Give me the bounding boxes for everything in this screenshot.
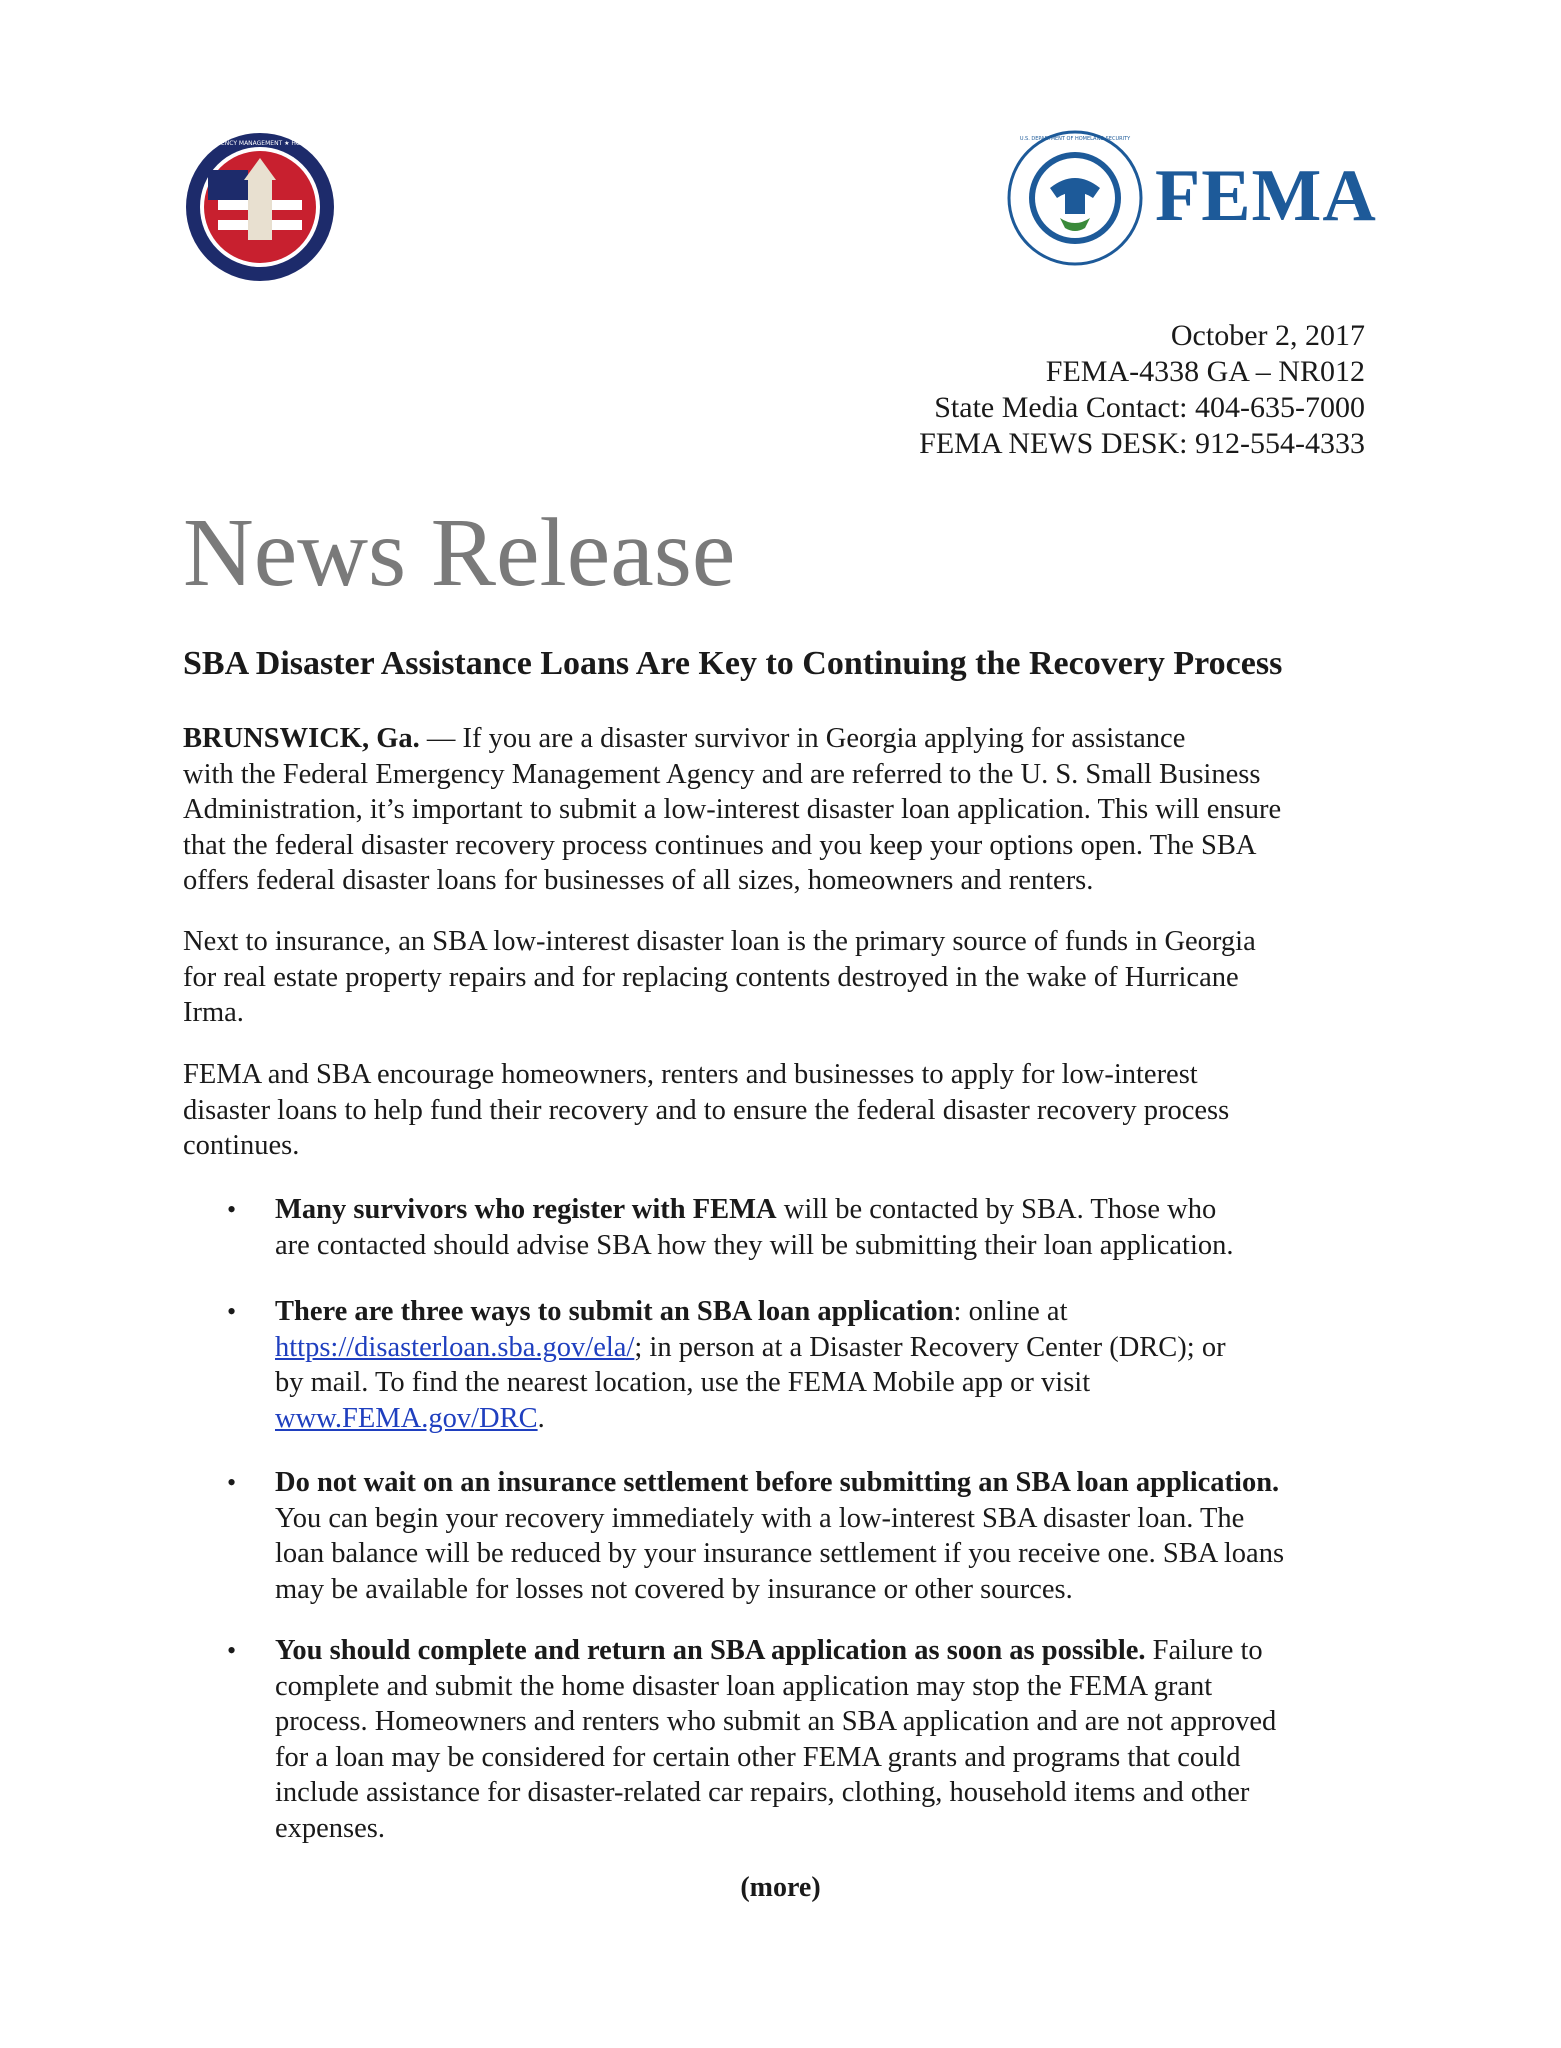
bullet-text: expenses. xyxy=(275,1812,386,1844)
p2-line: Irma. xyxy=(183,997,244,1028)
bullet-text: by mail. To find the nearest location, use the FEMA Mobile app or visit xyxy=(275,1367,1091,1398)
bullet-text: may be available for losses not covered by insurance or other sources. xyxy=(275,1573,1073,1605)
p1-line: with the Federal Emergency Management Agency and are referred to the U. S. Small Business xyxy=(183,758,1261,790)
bullet-text: will be contacted by SBA. Those who xyxy=(776,1194,1217,1225)
fema-wordmark: FEMA xyxy=(1155,155,1377,237)
bullet-marker: • xyxy=(227,1468,237,1497)
bullet-text: loan balance will be reduced by your insurance settlement if you receive one. SBA loans xyxy=(275,1538,1285,1569)
paragraph-insurance xyxy=(183,924,1373,1031)
state-media-contact: State Media Contact: 404-635-7000 xyxy=(934,391,1365,424)
bullet-marker: • xyxy=(227,1636,237,1665)
bullet-bold: There are three ways to submit an SBA loan application xyxy=(275,1296,954,1327)
headline: SBA Disaster Assistance Loans Are Key to Continuing the Recovery Process xyxy=(183,645,1283,682)
p1-line: Administration, it’s important to submit a low-interest disaster loan application. This will ensure xyxy=(183,794,1282,825)
bullet-text: for a loan may be considered for certain other FEMA grants and programs that could xyxy=(275,1741,1241,1773)
fema-drc-link[interactable]: www.FEMA.gov/DRC xyxy=(275,1402,538,1434)
bullet-marker: • xyxy=(227,1195,237,1224)
p1-line: — If you are a disaster survivor in Georgia applying for assistance xyxy=(419,723,1186,754)
p1-line: offers federal disaster loans for businesses of all sizes, homeowners and renters. xyxy=(183,865,1094,896)
dhs-seal-text: U.S. DEPARTMENT OF HOMELAND SECURITY xyxy=(1019,136,1131,142)
bullet-text: Failure to xyxy=(1145,1635,1263,1666)
paragraph-encourage xyxy=(183,1057,1373,1164)
dhs-seal-icon xyxy=(1005,128,1145,268)
paragraph-intro xyxy=(183,721,1373,899)
bullet-bold: You should complete and return an SBA application as soon as possible. xyxy=(275,1635,1146,1666)
bullet-bold: Many survivors who register with FEMA xyxy=(275,1194,777,1225)
bullet-text: You can begin your recovery immediately with a low-interest SBA disaster loan. The xyxy=(275,1502,1245,1534)
fema-logo xyxy=(1005,128,1375,268)
dateline: BRUNSWICK, Ga. xyxy=(183,723,420,754)
bullet-text: complete and submit the home disaster loan application may stop the FEMA grant xyxy=(275,1670,1213,1702)
georgia-ema-seal xyxy=(162,130,358,285)
bullet-marker: • xyxy=(227,1297,237,1326)
p2-line: Next to insurance, an SBA low-interest disaster loan is the primary source of funds in Georgia xyxy=(183,926,1256,957)
release-id: FEMA-4338 GA – NR012 xyxy=(1045,355,1365,388)
p2-line: for real estate property repairs and for replacing contents destroyed in the wake of Hurricane xyxy=(183,961,1239,993)
fema-news-desk: FEMA NEWS DESK: 912-554-4333 xyxy=(919,427,1365,460)
bullet-text: ; in person at a Disaster Recovery Center (DRC); or xyxy=(634,1331,1226,1363)
georgia-seal-text: GEORGIA ★ EMERGENCY MANAGEMENT ★ HOMELAND SECURITY xyxy=(162,140,358,147)
more-indicator: (more) xyxy=(740,1872,821,1903)
p1-line: that the federal disaster recovery process continues and you keep your options open. The SBA xyxy=(183,829,1257,861)
p3-line: disaster loans to help fund their recovery and to ensure the federal disaster recovery process xyxy=(183,1094,1230,1126)
bullet-text: : online at xyxy=(953,1296,1068,1327)
contact-block xyxy=(919,318,1365,462)
bullet-bold: Do not wait on an insurance settlement before submitting an SBA loan application. xyxy=(275,1467,1280,1498)
page-title: News Release xyxy=(183,499,736,607)
p3-line: continues. xyxy=(183,1130,300,1161)
bullet-text: process. Homeowners and renters who submit an SBA application and are not approved xyxy=(275,1706,1277,1737)
sba-application-link[interactable]: https://disasterloan.sba.gov/ela/ xyxy=(275,1331,635,1363)
bullet-text: . xyxy=(537,1402,545,1434)
bullet-text: are contacted should advise SBA how they will be submitting their loan application. xyxy=(275,1229,1234,1261)
bullet-text: include assistance for disaster-related car repairs, clothing, household items and other xyxy=(275,1777,1250,1808)
p3-line: FEMA and SBA encourage homeowners, renters and businesses to apply for low-interest xyxy=(183,1059,1198,1090)
release-date: October 2, 2017 xyxy=(1170,319,1365,352)
